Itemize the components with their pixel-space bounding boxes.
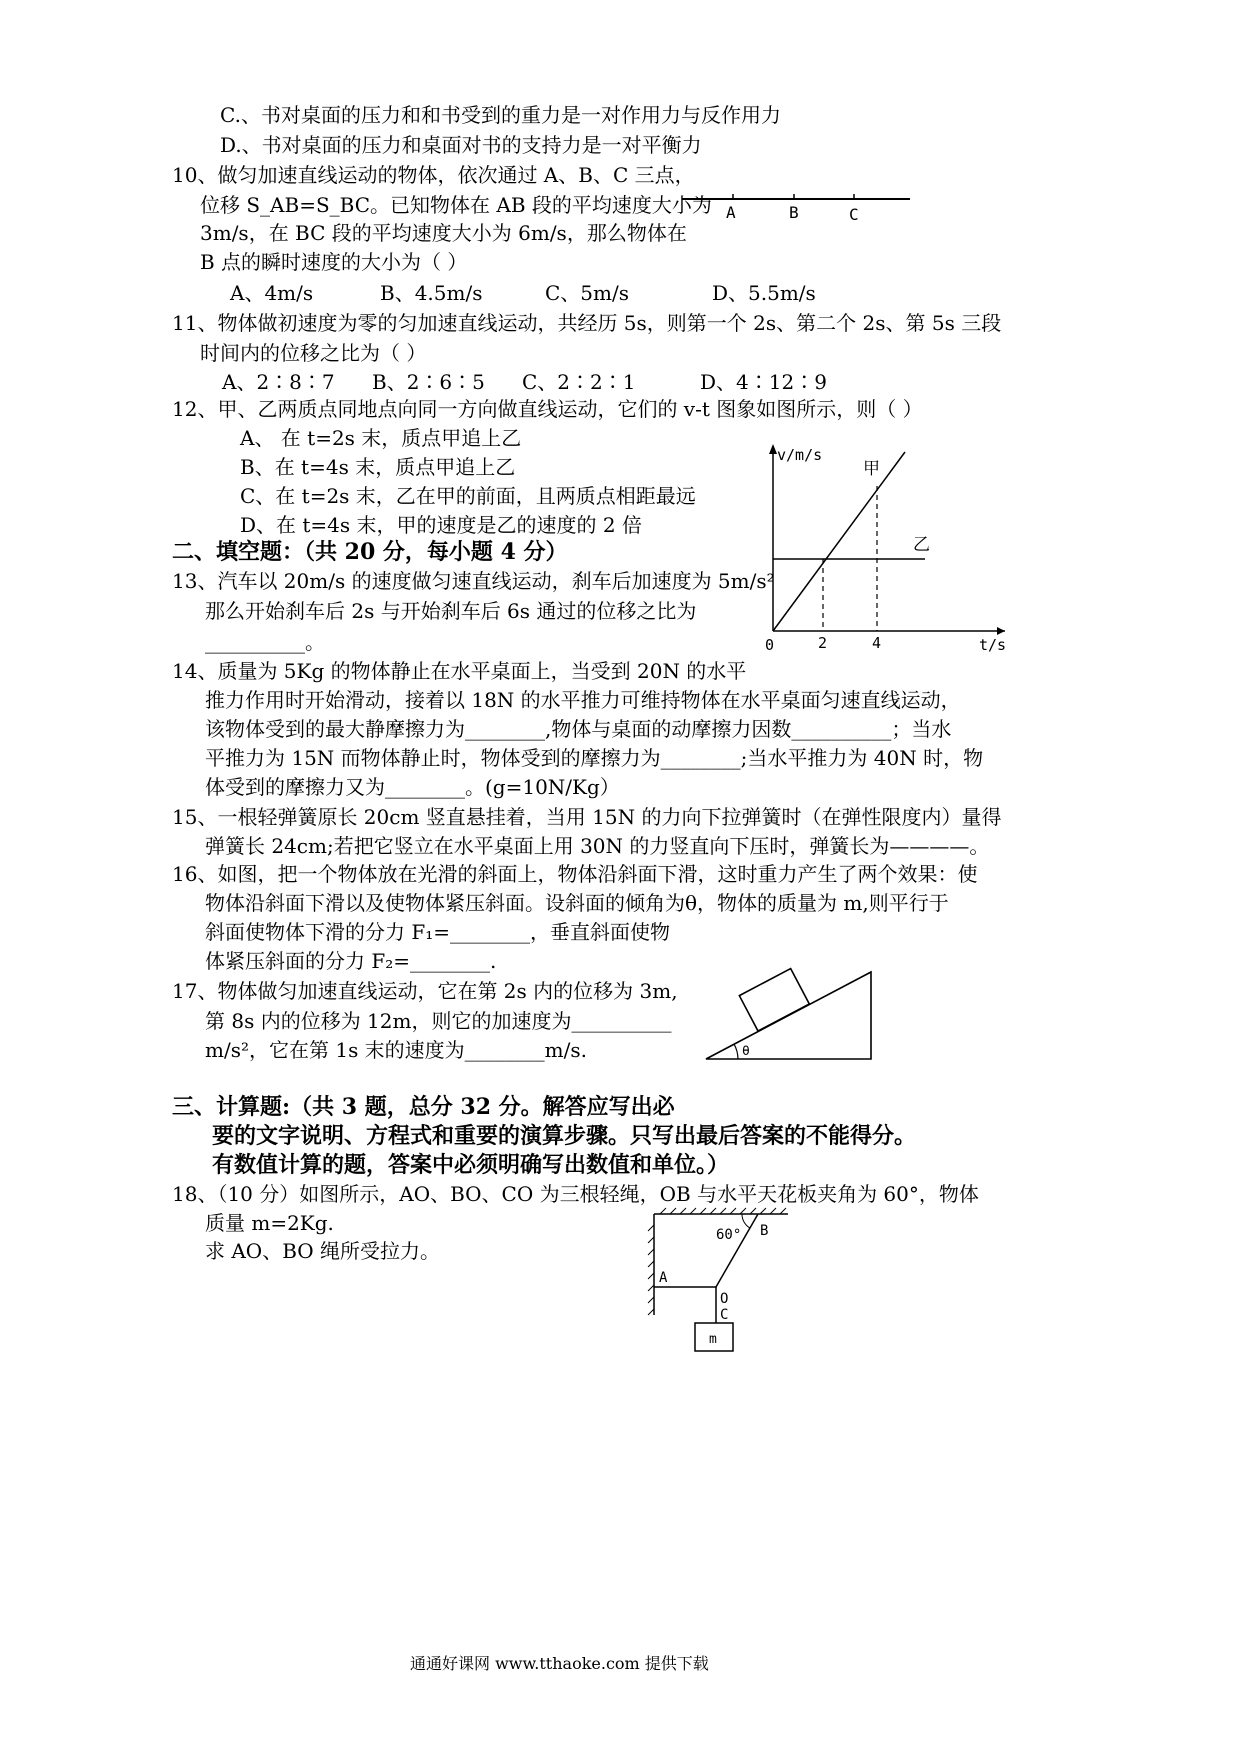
q11-option-a: A、2∶8∶7 xyxy=(222,370,335,394)
q11-line-2: 时间内的位移之比为（ ） xyxy=(200,341,427,365)
rope-bo xyxy=(716,1214,758,1287)
q14-line-4: 平推力为 15N 而物体静止时，物体受到的摩擦力为________;当水平推力为 40N 时，物 xyxy=(205,746,984,770)
line-jia xyxy=(773,452,905,631)
wall-hatch xyxy=(648,1225,654,1315)
section-3-heading-2: 要的文字说明、方程式和重要的演算步骤。只写出最后答案的不能得分。 xyxy=(212,1123,917,1149)
q16-line-2: 物体沿斜面下滑以及使物体紧压斜面。设斜面的倾角为θ，物体的质量为 m,则平行于 xyxy=(205,891,949,915)
angle-60-arc xyxy=(742,1214,750,1228)
point-a-label: A xyxy=(659,1270,668,1286)
q14-line-2: 推力作用时开始滑动，接着以 18N 的水平推力可维持物体在水平桌面匀速直线运动， xyxy=(205,688,961,712)
tick-4-label: 4 xyxy=(872,634,882,652)
q10-line-2: 位移 S_AB=S_BC。已知物体在 AB 段的平均速度大小为 xyxy=(200,193,712,217)
q18-line-1: 18、（10 分）如图所示，AO、BO、CO 为三根轻绳，OB 与水平天花板夹角为 60°，物体 xyxy=(172,1182,979,1206)
section-3-heading-3: 有数值计算的题，答案中必须明确写出数值和单位。） xyxy=(212,1152,730,1178)
q12-option-a: A、 在 t=2s 末，质点甲追上乙 xyxy=(240,426,522,450)
q10-line-1: 10、做匀加速直线运动的物体，依次通过 A、B、C 三点， xyxy=(172,163,695,187)
block-on-incline xyxy=(739,969,809,1031)
q14-line-5: 体受到的摩擦力又为________。(g=10N/Kg） xyxy=(205,775,620,799)
point-a-label: A xyxy=(726,203,736,222)
q13-line-3: __________。 xyxy=(205,630,325,654)
point-o-label: O xyxy=(720,1291,729,1307)
q10-line-4: B 点的瞬时速度的大小为（ ） xyxy=(200,250,468,274)
q9-option-d: D.、书对桌面的压力和桌面对书的支持力是一对平衡力 xyxy=(220,133,702,157)
angle-arc xyxy=(734,1044,738,1059)
abc-line-figure xyxy=(680,188,915,228)
footer-text: 通通好课网 www.tthaoke.com 提供下载 xyxy=(410,1654,709,1673)
v-axis-arrow xyxy=(769,444,777,454)
q11-option-d: D、4∶12∶9 xyxy=(700,370,827,394)
q17-line-1: 17、物体做匀加速直线运动，它在第 2s 内的位移为 3m, xyxy=(172,979,678,1003)
q17-line-3: m/s²，它在第 1s 末的速度为________m/s. xyxy=(205,1038,588,1062)
q14-line-1: 14、质量为 5Kg 的物体静止在水平桌面上，当受到 20N 的水平 xyxy=(172,659,747,683)
point-b-label: B xyxy=(789,203,799,222)
q16-line-1: 16、如图，把一个物体放在光滑的斜面上，物体沿斜面下滑，这时重力产生了两个效果：使 xyxy=(172,862,978,886)
q10-option-a: A、4m/s xyxy=(230,281,314,305)
point-c-label: C xyxy=(720,1307,729,1323)
q10-option-b: B、4.5m/s xyxy=(380,281,483,305)
q12-option-b: B、在 t=4s 末，质点甲追上乙 xyxy=(240,455,516,479)
q13-line-2: 那么开始刹车后 2s 与开始刹车后 6s 通过的位移之比为 xyxy=(205,599,697,623)
q18-line-2: 质量 m=2Kg. xyxy=(205,1211,334,1235)
vt-graph-figure xyxy=(755,438,1015,658)
q16-line-4: 体紧压斜面的分力 F₂=________. xyxy=(205,949,497,973)
q12-line-1: 12、甲、乙两质点同地点向同一方向做直线运动，它们的 v-t 图象如图所示，则（ ） xyxy=(172,397,923,421)
tick-2-label: 2 xyxy=(818,634,828,652)
q14-line-3: 该物体受到的最大静摩擦力为________,物体与桌面的动摩擦力因数__________；当水 xyxy=(205,717,952,741)
ceiling-hatch xyxy=(660,1208,786,1214)
section-2-heading: 二、填空题：（共 20 分，每小题 4 分） xyxy=(172,539,568,565)
incline-figure xyxy=(700,965,880,1065)
t-axis-arrow xyxy=(997,627,1005,635)
t-axis-label: t/s xyxy=(979,636,1007,654)
point-b-label: B xyxy=(760,1223,769,1239)
q17-line-2: 第 8s 内的位移为 12m，则它的加速度为__________ xyxy=(205,1009,672,1033)
q11-option-b: B、2∶6∶5 xyxy=(372,370,485,394)
q15-line-1: 15、一根轻弹簧原长 20cm 竖直悬挂着，当用 15N 的力向下拉弹簧时（在弹性限度内）量得 xyxy=(172,805,1002,829)
q10-option-c: C、5m/s xyxy=(545,281,629,305)
q9-option-c: C.、书对桌面的压力和和书受到的重力是一对作用力与反作用力 xyxy=(220,103,781,127)
angle-theta-label: θ xyxy=(742,1044,750,1059)
mass-label: m xyxy=(709,1332,717,1347)
point-c-label: C xyxy=(849,205,859,224)
q16-line-3: 斜面使物体下滑的分力 F₁=________，垂直斜面使物 xyxy=(205,920,671,944)
q12-option-d: D、在 t=4s 末，甲的速度是乙的速度的 2 倍 xyxy=(240,513,642,537)
q10-line-3: 3m/s，在 BC 段的平均速度大小为 6m/s，那么物体在 xyxy=(200,221,687,245)
line-yi-label: 乙 xyxy=(913,535,930,555)
line-jia-label: 甲 xyxy=(863,459,880,479)
angle-60-label: 60° xyxy=(716,1227,742,1243)
v-axis-label: v/m/s xyxy=(777,446,823,464)
q13-line-1: 13、汽车以 20m/s 的速度做匀速直线运动，刹车后加速度为 5m/s² xyxy=(172,569,775,593)
rope-figure xyxy=(640,1205,800,1365)
q15-line-2: 弹簧长 24cm;若把它竖立在水平桌面上用 30N 的力竖直向下压时，弹簧长为————。 xyxy=(205,834,990,858)
q18-line-3: 求 AO、BO 绳所受拉力。 xyxy=(205,1239,441,1263)
q10-option-d: D、5.5m/s xyxy=(712,281,816,305)
origin-label: 0 xyxy=(765,636,775,654)
q12-option-c: C、在 t=2s 末，乙在甲的前面，且两质点相距最远 xyxy=(240,484,696,508)
section-3-heading-1: 三、计算题:（共 3 题，总分 32 分。解答应写出必 xyxy=(172,1094,675,1120)
q11-line-1: 11、物体做初速度为零的匀加速直线运动，共经历 5s，则第一个 2s、第二个 2s、第 5s 三段 xyxy=(172,311,1002,335)
q11-option-c: C、2∶2∶1 xyxy=(522,370,636,394)
